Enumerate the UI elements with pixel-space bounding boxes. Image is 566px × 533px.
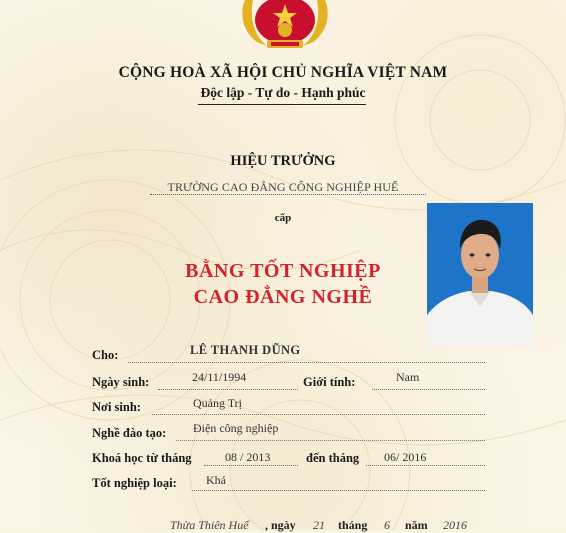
issue-year-label: năm (405, 518, 428, 532)
birthplace-value: Quảng Trị (193, 396, 243, 410)
gender-value: Nam (396, 370, 420, 384)
grade-value: Khá (206, 473, 226, 487)
course-from-dotted-line (204, 465, 298, 466)
issue-day-label: , ngày (265, 518, 296, 532)
issue-place: Thừa Thiên Huế (170, 518, 249, 532)
portrait-photo (427, 203, 533, 347)
gender-label: Giới tính: (303, 375, 356, 389)
dob-label: Ngày sinh: (92, 375, 150, 389)
course-to-label: đến tháng (306, 451, 360, 465)
person-portrait-icon (427, 203, 533, 347)
course-from-value: 08 / 2013 (225, 450, 271, 464)
major-dotted-line (176, 440, 485, 441)
major-value: Điện công nghiệp (193, 421, 279, 435)
gender-dotted-line (372, 389, 485, 390)
issue-year-value: 2016 (443, 518, 467, 532)
issue-month-label: tháng (338, 518, 368, 532)
issuer-title: HIỆU TRƯỞNG (230, 153, 336, 169)
grade-dotted-line (192, 490, 485, 491)
nation-name: CỘNG HOÀ XÃ HỘI CHỦ NGHĨA VIỆT NAM (118, 64, 448, 81)
grants-word: cấp (274, 212, 292, 224)
diploma-title-line1: BẰNG TỐT NGHIỆP (185, 260, 381, 282)
motto-underline (198, 104, 366, 105)
dob-value: 24/11/1994 (192, 370, 247, 384)
national-motto: Độc lập - Tự do - Hạnh phúc (200, 85, 366, 100)
name-label: Cho: (92, 348, 119, 362)
major-label: Nghề đào tạo: (92, 426, 167, 440)
school-name: TRƯỜNG CAO ĐẲNG CÔNG NGHIỆP HUẾ (167, 180, 399, 194)
birthplace-label: Nơi sinh: (92, 400, 141, 414)
issue-month-value: 6 (384, 518, 390, 532)
name-dotted-line (128, 362, 485, 363)
grade-label: Tốt nghiệp loại: (92, 476, 177, 490)
national-emblem-icon (237, 0, 333, 54)
name-value: LÊ THANH DŨNG (190, 343, 301, 357)
issue-day-value: 21 (313, 518, 325, 532)
course-from-label: Khoá học từ tháng (92, 451, 192, 465)
school-dotted-line (150, 194, 426, 195)
course-to-dotted-line (366, 465, 485, 466)
course-to-value: 06/ 2016 (384, 450, 427, 464)
birthplace-dotted-line (152, 414, 485, 415)
diploma-title-line2: CAO ĐẲNG NGHỀ (193, 286, 373, 308)
dob-dotted-line (158, 389, 298, 390)
